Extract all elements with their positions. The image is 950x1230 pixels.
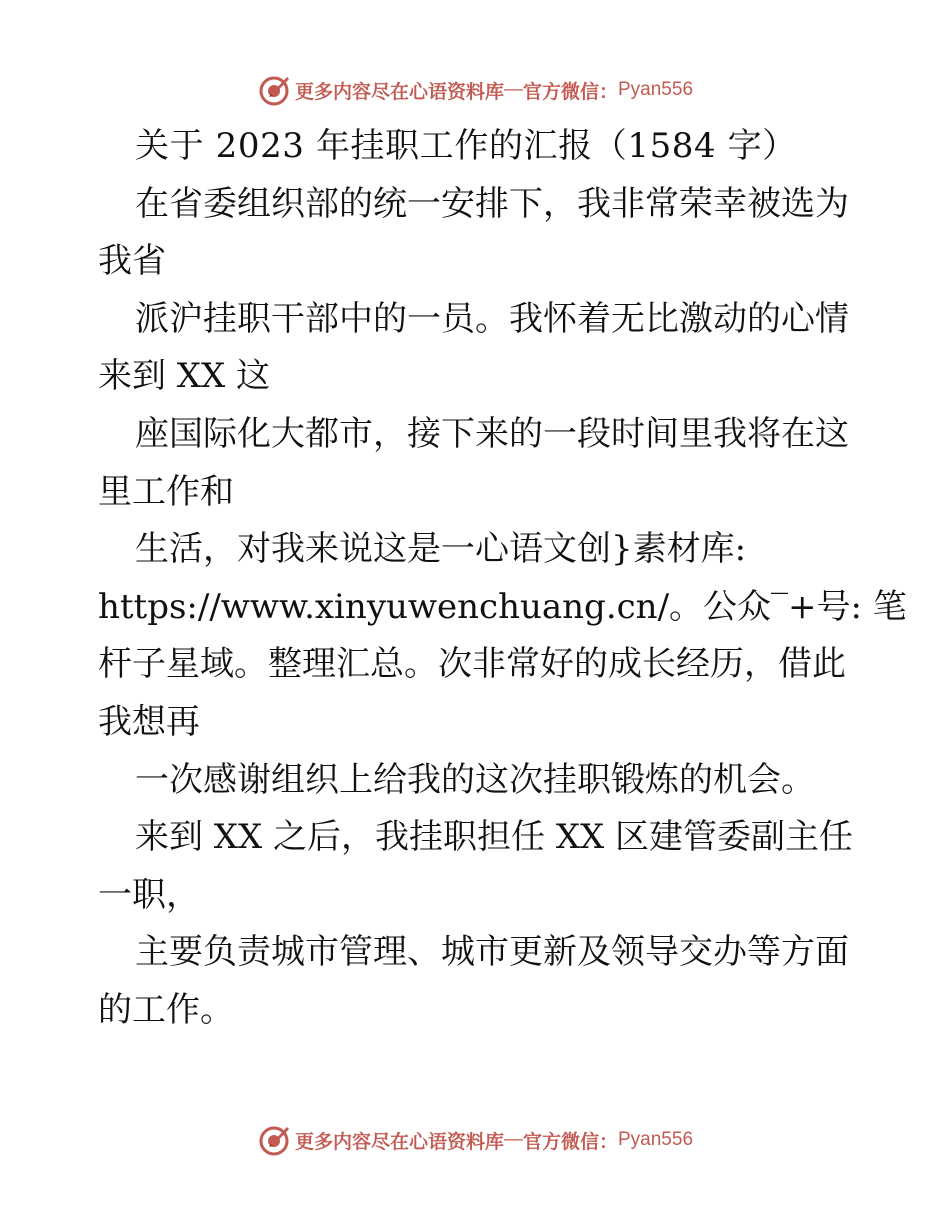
paragraph-line: 派沪挂职干部中的一员。我怀着无比激动的心情 xyxy=(135,298,849,339)
header-separator: — xyxy=(503,79,523,100)
paragraph-line: 一次感谢组织上给我的这次挂职锻炼的机会。 xyxy=(135,759,815,800)
paragraph-line: 里工作和 xyxy=(98,471,234,512)
paragraph-line: 在省委组织部的统一安排下，我非常荣幸被选为 xyxy=(135,183,849,224)
footer-banner xyxy=(0,1120,950,1160)
footer-separator: — xyxy=(503,1129,523,1150)
paragraph-line: 来到 XX 这 xyxy=(98,356,271,397)
paragraph-line: 一职， xyxy=(98,874,200,915)
document-body xyxy=(98,118,907,1040)
pen-logo-icon xyxy=(257,73,291,107)
paragraph-line: 主要负责城市管理、城市更新及领导交办等方面 xyxy=(135,932,849,973)
paragraph-line: 的工作。 xyxy=(98,989,234,1030)
pen-logo-icon xyxy=(257,1123,291,1157)
header-wechat-id: Pyan556 xyxy=(618,79,694,100)
paragraph-line: 我省 xyxy=(98,241,166,282)
paragraph-line: 来到 XX 之后，我挂职担任 XX 区建管委副主任 xyxy=(135,817,854,858)
footer-official-label: 官方微信： xyxy=(522,1130,618,1153)
paragraph-line: 我想再 xyxy=(98,701,200,742)
footer-brand-text: 更多内容尽在心语资料库 xyxy=(294,1130,504,1153)
header-official-label: 官方微信： xyxy=(522,80,618,103)
document-title: 关于 2023 年挂职工作的汇报（1584 字） xyxy=(135,126,797,166)
footer-wechat-id: Pyan556 xyxy=(618,1129,694,1150)
header-banner xyxy=(0,70,950,110)
paragraph-line: 杆子星域。整理汇总。次非常好的成长经历，借此 xyxy=(98,644,846,685)
header-brand-text: 更多内容尽在心语资料库 xyxy=(294,80,504,103)
paragraph-line: 座国际化大都市，接下来的一段时间里我将在这 xyxy=(135,413,849,454)
paragraph-line: 生活，对我来说这是一心语文创}素材库: xyxy=(135,529,747,570)
paragraph-line-url: https://www.xinyuwenchuang.cn/。公众‾+号: 笔 xyxy=(98,586,907,627)
